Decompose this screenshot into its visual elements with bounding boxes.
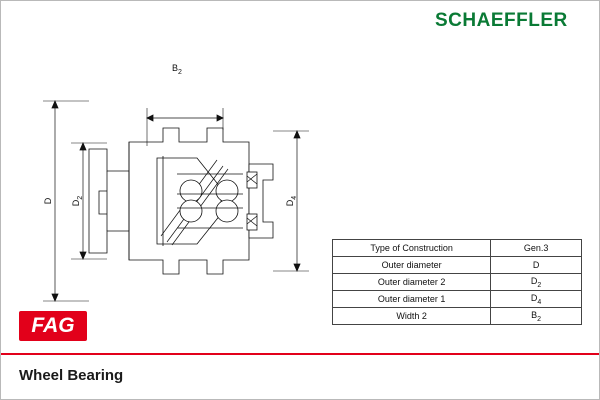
page-title: Wheel Bearing xyxy=(19,367,124,384)
spec-label: Outer diameter xyxy=(333,257,491,274)
spec-value: $D_2$ xyxy=(491,274,582,291)
spec-value: $B_2$ xyxy=(491,308,582,325)
table-row xyxy=(333,257,582,274)
dimension-label-d4: $D_4$ xyxy=(285,195,298,207)
specification-table xyxy=(332,239,582,325)
spec-value: D xyxy=(491,257,582,274)
table-row xyxy=(333,291,582,308)
footer-divider xyxy=(1,353,599,355)
technical-drawing xyxy=(11,46,331,311)
fag-logo xyxy=(19,311,87,341)
table-row xyxy=(333,240,582,257)
spec-label: Type of Construction xyxy=(333,240,491,257)
fag-logo-text: FAG xyxy=(31,314,75,337)
dimension-label-b2: $B_2$ xyxy=(172,63,182,76)
dimension-label-d: D xyxy=(43,197,53,205)
spec-label: Width 2 xyxy=(333,308,491,325)
spec-label: Outer diameter 2 xyxy=(333,274,491,291)
spec-value: $D_4$ xyxy=(491,291,582,308)
schaeffler-logo: SCHAEFFLER xyxy=(435,10,568,31)
spec-label: Outer diameter 1 xyxy=(333,291,491,308)
spec-value: Gen.3 xyxy=(491,240,582,257)
table-row xyxy=(333,308,582,325)
dimension-label-d2: $D_2$ xyxy=(71,195,84,207)
table-row xyxy=(333,274,582,291)
